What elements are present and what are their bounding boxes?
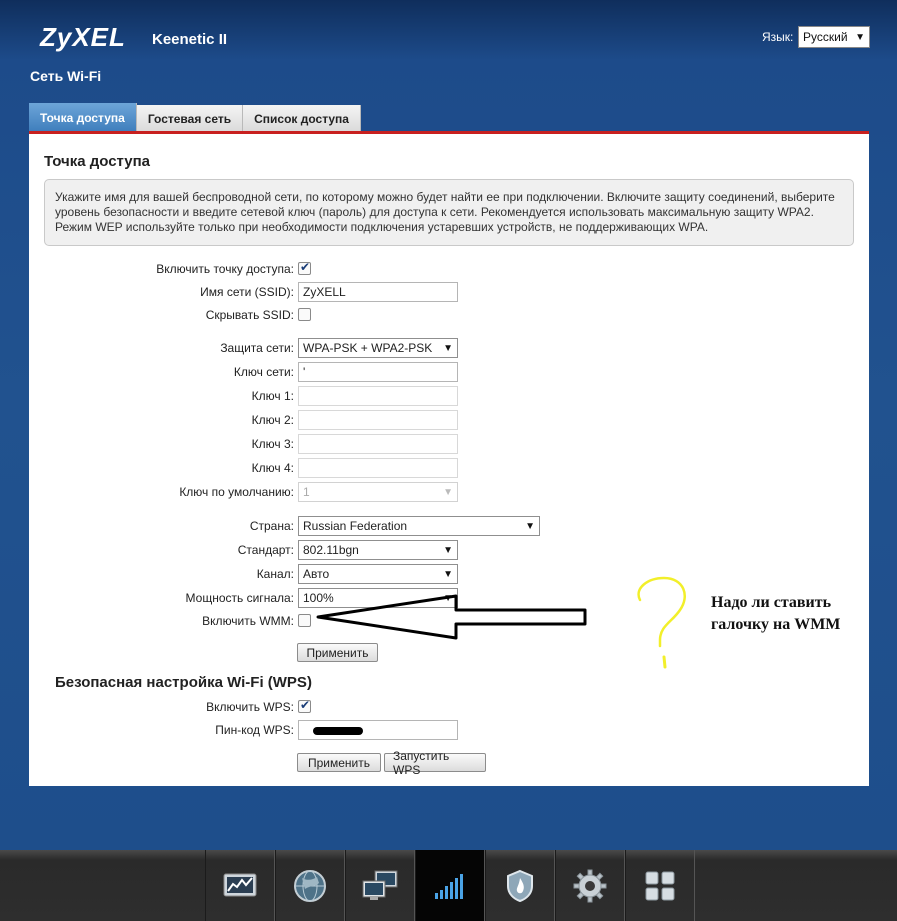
enable-wps-label: Включить WPS: <box>206 700 294 714</box>
key3-label: Ключ 3: <box>251 437 294 451</box>
page-title: Сеть Wi-Fi <box>30 68 102 84</box>
row-wps-pin <box>29 720 869 740</box>
channel-label: Канал: <box>256 567 294 581</box>
security-select[interactable] <box>298 338 458 358</box>
ssid-input[interactable]: ZyXELL <box>298 282 458 302</box>
globe-icon <box>293 869 327 903</box>
monitor-chart-icon <box>222 871 258 901</box>
language-label: Язык: <box>762 30 794 44</box>
key4-input[interactable] <box>298 458 458 478</box>
row-enable-ap <box>29 259 869 279</box>
network-key-input[interactable]: ' <box>298 362 458 382</box>
wps-pin-input[interactable] <box>298 720 458 740</box>
row-standard <box>29 540 869 560</box>
shield-icon <box>505 869 535 903</box>
tab-guest-network[interactable]: Гостевая сеть <box>137 105 243 133</box>
hide-ssid-label: Скрывать SSID: <box>205 308 294 322</box>
power-value: 100% <box>303 591 334 605</box>
tab-bar <box>29 103 361 131</box>
wmm-checkbox[interactable] <box>298 614 311 627</box>
info-box: Укажите имя для вашей беспроводной сети, по которому можно будет найти ее при подключении. Включите защиту соединений, выберите уровень безопасности и введите сетевой ключ (пароль) для доступа к сети. Рекомендуется использовать максимальную защиту WPA2. Режим WEP используйте только при необходимости подключения устаревших устройств, не поддерживающих WPA. <box>44 179 854 246</box>
enable-ap-checkbox[interactable] <box>298 262 311 275</box>
nav-home-network[interactable] <box>345 850 415 921</box>
default-key-label: Ключ по умолчанию: <box>179 485 294 499</box>
language-select[interactable] <box>798 26 870 48</box>
chevron-down-icon: ▼ <box>443 342 453 354</box>
chevron-down-icon: ▼ <box>525 520 535 532</box>
chevron-down-icon: ▼ <box>443 544 453 556</box>
apply-button[interactable]: Применить <box>297 643 378 662</box>
power-label: Мощность сигнала: <box>185 591 294 605</box>
zyxel-logo: ZyXEL <box>40 22 126 52</box>
security-value: WPA-PSK + WPA2-PSK <box>303 341 433 355</box>
row-country <box>29 516 869 536</box>
row-channel <box>29 564 869 584</box>
start-wps-button[interactable]: Запустить WPS <box>384 753 486 772</box>
security-label: Защита сети: <box>220 341 294 355</box>
channel-value: Авто <box>303 567 330 581</box>
wps-apply-button[interactable]: Применить <box>297 753 381 772</box>
chevron-down-icon: ▼ <box>855 31 865 43</box>
nav-system[interactable] <box>555 850 625 921</box>
tab-access-point[interactable]: Точка доступа <box>29 103 137 133</box>
key1-input[interactable] <box>298 386 458 406</box>
section-title-wps: Безопасная настройка Wi-Fi (WPS) <box>55 674 312 691</box>
row-key4 <box>29 458 869 478</box>
enable-ap-label: Включить точку доступа: <box>156 262 294 276</box>
row-default-key <box>29 482 869 502</box>
wmm-label: Включить WMM: <box>202 614 294 628</box>
chevron-down-icon: ▼ <box>443 568 453 580</box>
row-network-key <box>29 362 869 382</box>
wps-pin-label: Пин-код WPS: <box>215 723 294 737</box>
row-enable-wps <box>29 697 869 717</box>
wifi-signal-icon <box>433 871 467 901</box>
country-label: Страна: <box>249 519 294 533</box>
default-key-select[interactable] <box>298 482 458 502</box>
default-key-value: 1 <box>303 485 310 499</box>
chevron-down-icon: ▼ <box>443 592 453 604</box>
country-select[interactable] <box>298 516 540 536</box>
channel-select[interactable] <box>298 564 458 584</box>
row-security <box>29 338 869 358</box>
row-ssid <box>29 282 869 302</box>
standard-select[interactable] <box>298 540 458 560</box>
apps-grid-icon <box>644 870 676 902</box>
key4-label: Ключ 4: <box>251 461 294 475</box>
language-value: Русский <box>803 30 848 44</box>
country-value: Russian Federation <box>303 519 408 533</box>
key2-label: Ключ 2: <box>251 413 294 427</box>
key1-label: Ключ 1: <box>251 389 294 403</box>
annotation-text: Надо ли ставить галочку на WMM <box>711 594 841 633</box>
row-key2 <box>29 410 869 430</box>
ssid-label: Имя сети (SSID): <box>200 285 294 299</box>
row-hide-ssid <box>29 305 869 325</box>
redaction-mark <box>313 727 363 735</box>
row-key3 <box>29 434 869 454</box>
chevron-down-icon: ▼ <box>443 486 453 498</box>
header <box>0 0 897 95</box>
hide-ssid-checkbox[interactable] <box>298 308 311 321</box>
nav-applications[interactable] <box>625 850 695 921</box>
enable-wps-checkbox[interactable] <box>298 700 311 713</box>
nav-wifi[interactable] <box>415 850 485 921</box>
settings-panel <box>29 131 869 786</box>
row-key1 <box>29 386 869 406</box>
nav-internet[interactable] <box>275 850 345 921</box>
section-title-access-point: Точка доступа <box>44 153 151 170</box>
standard-value: 802.11bgn <box>303 543 359 557</box>
standard-label: Стандарт: <box>237 543 294 557</box>
network-key-label: Ключ сети: <box>233 365 294 379</box>
key2-input[interactable] <box>298 410 458 430</box>
nav-system-monitor[interactable] <box>205 850 275 921</box>
network-computers-icon <box>361 869 399 903</box>
nav-security[interactable] <box>485 850 555 921</box>
key3-input[interactable] <box>298 434 458 454</box>
gear-icon <box>573 869 607 903</box>
bottom-nav-bar <box>0 850 897 921</box>
power-select[interactable] <box>298 588 458 608</box>
tab-access-list[interactable]: Список доступа <box>243 105 361 133</box>
model-name: Keenetic II <box>152 31 228 48</box>
